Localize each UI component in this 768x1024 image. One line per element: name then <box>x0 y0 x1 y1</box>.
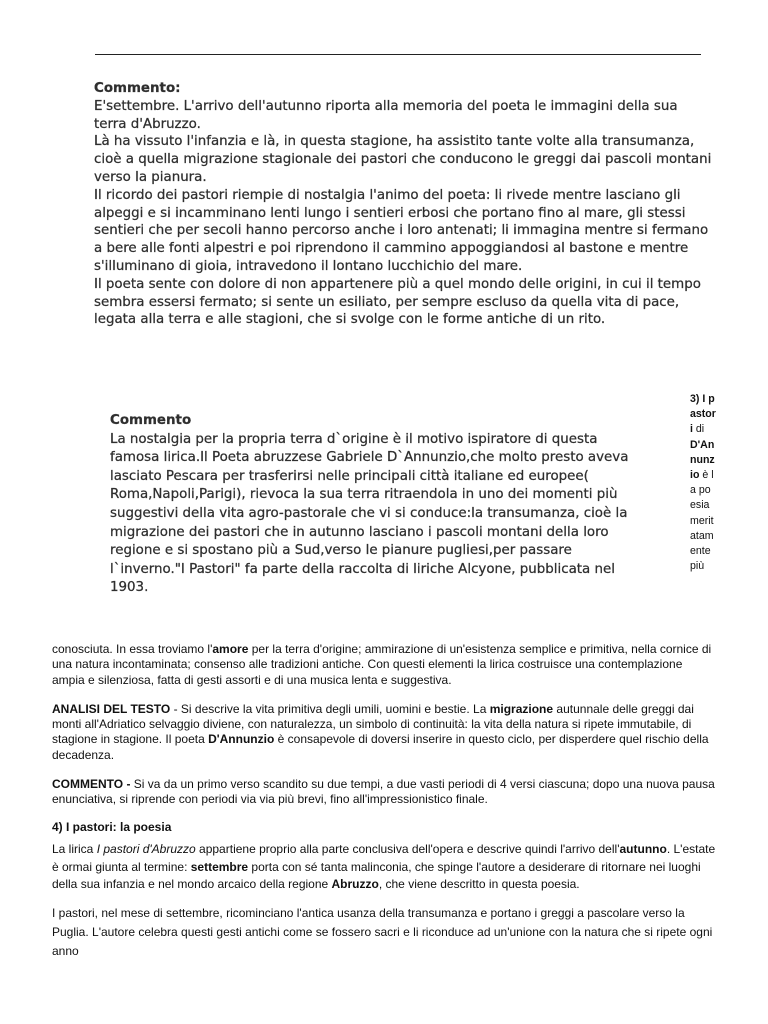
bold-term: autunno <box>619 842 667 856</box>
bold-term: D'Annunzio <box>208 732 275 747</box>
section-4-heading: 4) I pastori: la poesia <box>52 820 172 834</box>
section-3-text: è la poesia meritatamente più <box>690 469 714 573</box>
analisi-text: - Si descrive la vita primitiva degli umili, uomini e bestie. La <box>170 702 490 716</box>
header-rule <box>95 54 701 55</box>
commento-paragraph-3 <box>52 777 716 807</box>
analisi-text: autunnale delle greggi dai monti all'Adriatico selvaggio diviene, con naturalezza, un simbolo di continuità: la vita della natura si ripete immutabile, di stagione in stagione. Il poeta <box>52 702 694 747</box>
commento-label: COMMENTO - <box>52 777 131 791</box>
analisi-paragraph <box>52 702 716 763</box>
analisi-label: ANALISI DEL TESTO <box>52 702 171 716</box>
section-3-text: per la terra d'origine; ammirazione di un'esistenza semplice e primitiva, nella cornice di una natura incontaminata; consenso alle tradizioni antiche. Con questi elementi la lirica costruisce una contemplazione ampia e silenziosa, fatta di gesti assorti e di una musica lenta e suggestiva. <box>52 642 712 687</box>
commento-paragraph: E'settembre. L'arrivo dell'autunno riporta alla memoria del poeta le immagini della sua terra d'Abruzzo. <box>94 98 678 132</box>
section-4-paragraph-1 <box>52 841 716 894</box>
commento-text: Si va da un primo verso scandito su due tempi, a due vasti periodi di 4 versi ciascuna; dopo una nuova pausa enunciativa, si riprende con periodi via via più brevi, fino all'impressionistico finale. <box>52 777 715 807</box>
commento-paragraph: La nostalgia per la propria terra d`origine è il motivo ispiratore di questa famosa lirica.Il Poeta abruzzese Gabriele D`Annunzio,che molto presto aveva lasciato Pescara per trasferirsi nelle principali città italiane ed europee( Roma,Napoli,Parigi), rievoca la sua terra ritraendola in uno dei momenti più suggestivi della vita agro-pastorale che vi si conduce:la transumanza, cioè la migrazione dei pastori che in autunno lasciano i pascoli montani della loro regione e si spostano più a Sud,verso le pianure pugliesi,per passare l`inverno."I Pastori" fa parte della raccolta di liriche Alcyone, pubblicata nel 1903. <box>110 431 629 596</box>
bold-term: amore <box>212 642 249 656</box>
commento-image-1 <box>94 80 714 329</box>
section-3-paragraph <box>52 642 716 688</box>
bold-term: migrazione <box>489 702 554 716</box>
bold-term: settembre <box>190 859 249 874</box>
section-4-text: La lirica <box>52 842 97 856</box>
section-4-text: . L'estate è ormai giunta al termine: <box>52 842 716 874</box>
bold-term: Abruzzo <box>331 877 379 892</box>
poem-title: I pastori d'Abruzzo <box>96 842 196 856</box>
commento-heading: Commento <box>110 413 192 428</box>
section-3-heading: 3) I pastori <box>690 393 716 436</box>
commento-paragraph: Il ricordo dei pastori riempie di nostalgia l'animo del poeta: li rivede mentre lasciano gli alpeggi e si incamminano lenti lungo i sentieri erbosi che portano fino al mare, gli stessi sentieri che per secoli hanno percorso anche i loro antenati; li immagina mentre si fermano a bere alle fonti alpestri e poi riprendono il cammino appoggiandosi al bastone e mentre s'illuminano di gioia, intravedono il lontano lucchichio del mare. <box>94 187 709 274</box>
section-3-sidebar <box>690 392 716 574</box>
section-3-text: conosciuta. In essa troviamo l' <box>52 642 213 656</box>
section-4-text: appartiene proprio alla parte conclusiva dell'opera e descrive quindi l'arrivo dell' <box>195 842 620 856</box>
section-4-text: , che viene descritto in questa poesia. <box>378 877 580 892</box>
commento-paragraph: Là ha vissuto l'infanzia e là, in questa stagione, ha assistito tante volte alla transumanza, cioè a quella migrazione stagionale dei pastori che conducono le greggi dai pascoli montani verso la pianura. <box>94 134 712 185</box>
section-4-paragraph-2: I pastori, nel mese di settembre, ricominciano l'antica usanza della transumanza e portano i greggi a pascolare verso la Puglia. L'autore celebra questi gesti antichi come se fossero sacri e li riconduce ad un'unione con la natura che si ripete ogni anno <box>52 906 713 959</box>
commento-paragraph: Il poeta sente con dolore di non appartenere più a quel mondo delle origini, in cui il tempo sembra essersi fermato; si sente un esiliato, per sempre escluso da quella vita di pace, legata alla terra e alle stagioni, che si svolge con le forme antiche di un rito. <box>94 276 701 328</box>
section-3-author: D'Annunzio <box>690 438 715 482</box>
section-3-di: di <box>692 423 705 436</box>
analisi-text: è consapevole di doversi inserire in questo ciclo, per disperdere quel rischio della decadenza. <box>52 732 709 762</box>
commento-image-2 <box>110 412 650 598</box>
commento-heading: Commento: <box>94 81 181 96</box>
section-4-text: porta con sé tanta malinconia, che spinge l'autore a desiderare di ritornare nei luoghi della sua infanzia e nel mondo arcaico della regione <box>52 859 701 892</box>
